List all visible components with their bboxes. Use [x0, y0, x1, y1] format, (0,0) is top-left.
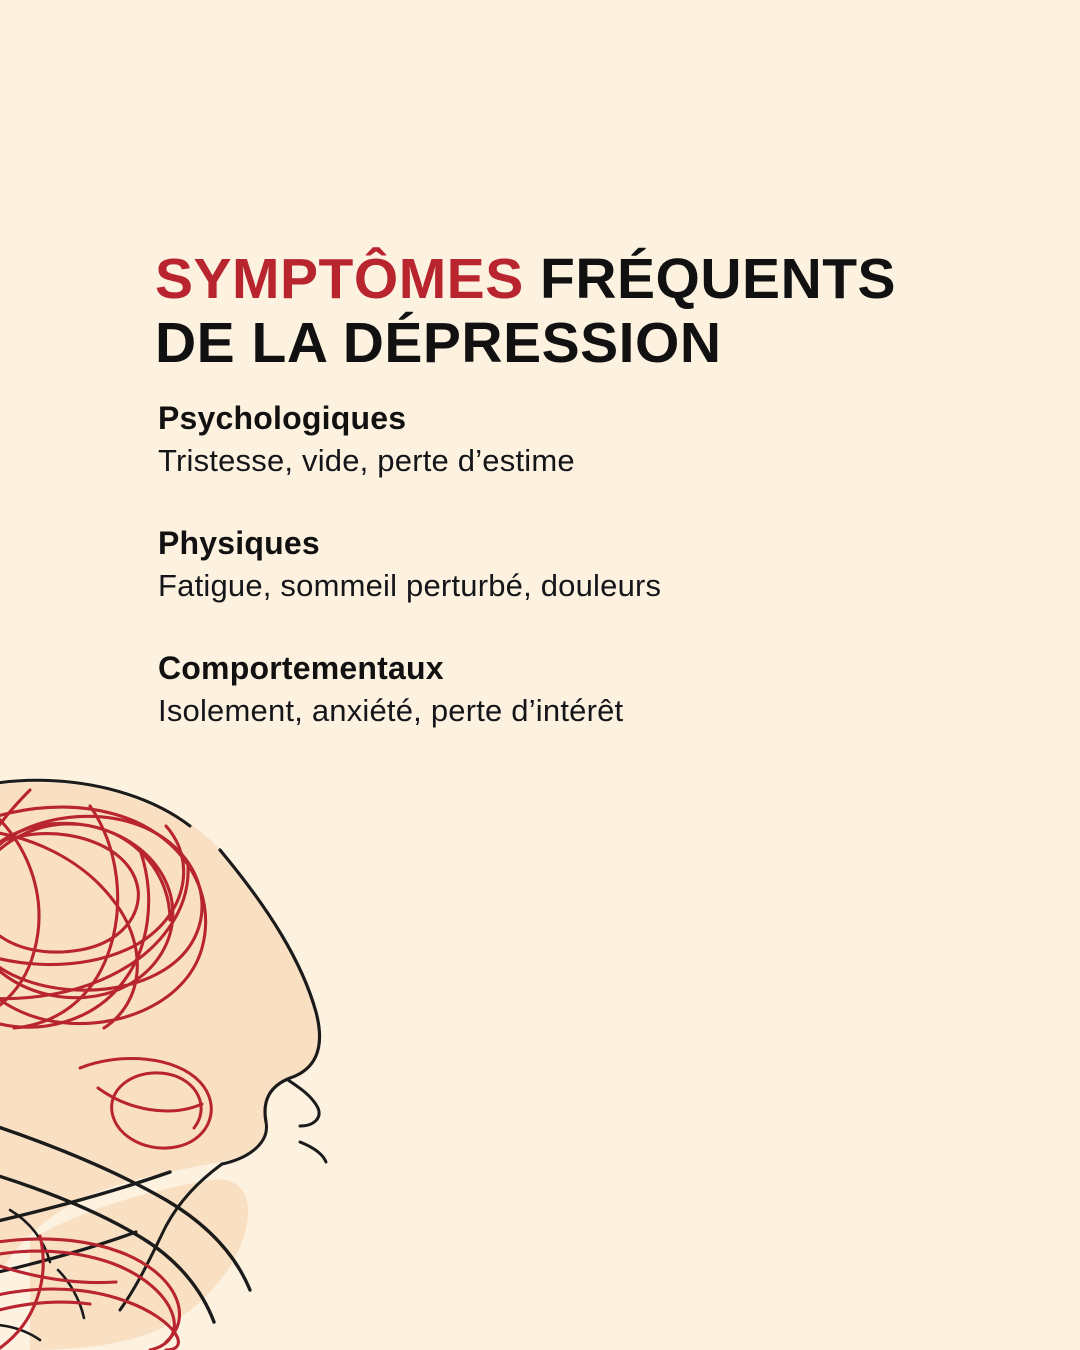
symptom-section	[158, 650, 958, 729]
symptom-sections	[158, 400, 958, 729]
symptom-section-title: Psychologiques	[158, 400, 407, 436]
symptom-section-title: Comportementaux	[158, 650, 444, 686]
symptom-section	[158, 525, 958, 604]
person-with-tangled-thoughts-illustration	[0, 770, 440, 1350]
symptom-section-description: Fatigue, sommeil perturbé, douleurs	[158, 568, 662, 603]
symptom-section-description: Isolement, anxiété, perte d’intérêt	[158, 693, 624, 728]
symptom-section-description: Tristesse, vide, perte d’estime	[158, 443, 575, 478]
symptom-section-title: Physiques	[158, 525, 320, 561]
symptom-section	[158, 400, 958, 479]
page-title-accent: SYMPTÔMES	[155, 247, 524, 312]
page-title	[155, 248, 975, 376]
page-title-rest: FRÉQUENTS DE LA DÉPRESSION	[155, 247, 897, 376]
